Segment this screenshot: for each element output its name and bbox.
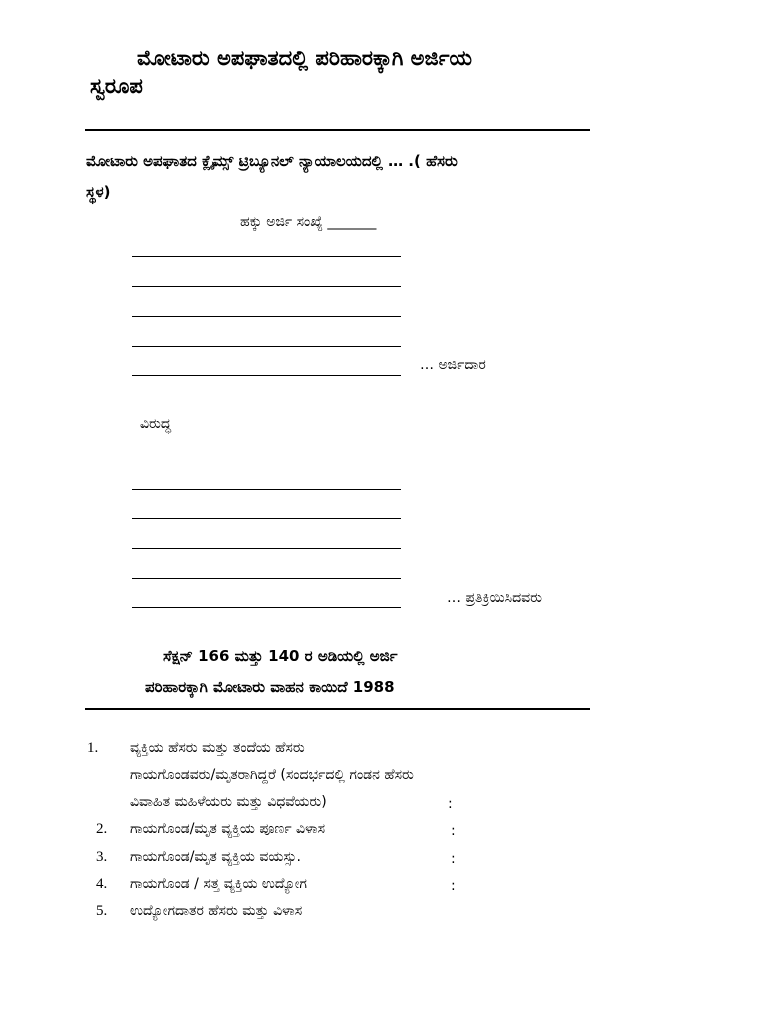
item-number: 5. bbox=[96, 903, 108, 919]
item-text: ವ್ಯಕ್ತಿಯ ಹೆಸರು ಮತ್ತು ತಂದೆಯ ಹೆಸರು bbox=[130, 740, 305, 756]
item-number: 1. bbox=[87, 740, 99, 756]
versus-label: ವಿರುದ್ಧ bbox=[140, 416, 172, 432]
item-text: ಉದ್ಯೋಗದಾತರ ಹೆಸರು ಮತ್ತು ವಿಳಾಸ bbox=[130, 903, 303, 919]
petitioner-blank-4 bbox=[132, 346, 401, 347]
respondent-blank-2 bbox=[132, 518, 401, 519]
item-text: ಗಾಯಗೊಂಡವರು/ಮೃತರಾಗಿದ್ದರೆ (ಸಂದರ್ಭದಲ್ಲಿ ಗಂಡನ ಹೆಸರು bbox=[130, 767, 414, 783]
item-number: 3. bbox=[96, 849, 108, 865]
item-colon: : bbox=[451, 878, 456, 894]
respondent-blank-1 bbox=[132, 489, 401, 490]
respondent-blank-4 bbox=[132, 578, 401, 579]
petitioner-blank-3 bbox=[132, 316, 401, 317]
item-text: ಗಾಯಗೊಂಡ / ಸತ್ತ ವ್ಯಕ್ತಿಯ ಉದ್ಯೋಗ bbox=[130, 876, 307, 892]
section-heading-line1: ಸೆಕ್ಷನ್ 166 ಮತ್ತು 140 ರ ಅಡಿಯಲ್ಲಿ ಅರ್ಜಿ bbox=[163, 647, 398, 665]
item-text: ಗಾಯಗೊಂಡ/ಮೃತ ವ್ಯಕ್ತಿಯ ವಯಸ್ಸು. bbox=[130, 849, 302, 865]
item-colon: : bbox=[451, 851, 456, 867]
divider-top bbox=[85, 129, 590, 131]
respondent-blank-5 bbox=[132, 607, 401, 608]
petitioner-label: … ಅರ್ಜಿದಾರ bbox=[420, 357, 486, 373]
petitioner-blank-1 bbox=[132, 256, 401, 257]
item-colon: : bbox=[451, 823, 456, 839]
respondent-blank-3 bbox=[132, 548, 401, 549]
item-number: 2. bbox=[96, 821, 108, 837]
claim-number: ಹಕ್ಕು ಅರ್ಜಿ ಸಂಖ್ಯೆ _______ bbox=[240, 214, 377, 230]
divider-bottom bbox=[85, 708, 590, 710]
document-title-line1: ಮೋಟಾರು ಅಪಘಾತದಲ್ಲಿ ಪರಿಹಾರಕ್ಕಾಗಿ ಅರ್ಜಿಯ bbox=[137, 46, 472, 70]
respondent-label: … ಪ್ರತಿಕ್ರಿಯಿಸಿದವರು bbox=[447, 590, 542, 606]
petitioner-blank-5 bbox=[132, 375, 401, 376]
court-place: ಸ್ಥಳ) bbox=[86, 183, 111, 201]
document-title-line2: ಸ್ವರೂಪ bbox=[90, 74, 143, 98]
item-number: 4. bbox=[96, 876, 108, 892]
item-colon: : bbox=[448, 796, 453, 812]
item-text: ವಿವಾಹಿತ ಮಹಿಳೆಯರು ಮತ್ತು ವಿಧವೆಯರು) bbox=[130, 794, 327, 810]
court-line: ಮೋಟಾರು ಅಪಘಾತದ ಕ್ಲೈಮ್ಸ್ ಟ್ರಿಬ್ಯೂನಲ್ ನ್ಯಾಯಾಲಯದಲ್ಲಿ … .( ಹೆಸರು bbox=[86, 152, 458, 170]
item-text: ಗಾಯಗೊಂಡ/ಮೃತ ವ್ಯಕ್ತಿಯ ಪೂರ್ಣ ವಿಳಾಸ bbox=[130, 821, 326, 837]
section-heading-line2: ಪರಿಹಾರಕ್ಕಾಗಿ ಮೋಟಾರು ವಾಹನ ಕಾಯಿದೆ 1988 bbox=[145, 678, 395, 696]
petitioner-blank-2 bbox=[132, 286, 401, 287]
